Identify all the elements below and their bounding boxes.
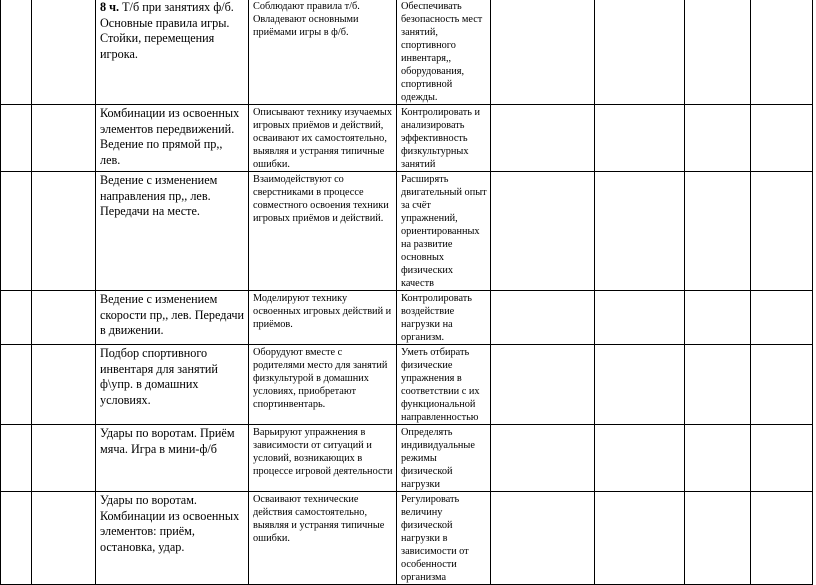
result-cell: Контролировать воздействие нагрузки на организм. — [397, 291, 491, 345]
topic-cell: Ведение с изменением направления пр,, лев. Передачи на месте. — [96, 172, 249, 291]
topic-cell: Комбинации из освоенных элементов передвижений. Ведение по прямой пр,, лев. — [96, 105, 249, 172]
empty-cell — [751, 345, 813, 425]
empty-cell — [491, 172, 595, 291]
result-cell: Уметь отбирать физические упражнения в соответствии с их функциональной направленностью — [397, 345, 491, 425]
result-cell: Обеспечивать безопасность мест занятий, спортивного инвентаря,, оборудования, спортивной одежды. — [397, 0, 491, 105]
topic-cell: Ведение с изменением скорости пр,, лев. Передачи в движении. — [96, 291, 249, 345]
number-cell — [1, 0, 32, 105]
number-cell — [1, 492, 32, 585]
date-cell — [32, 172, 96, 291]
empty-cell — [685, 0, 751, 105]
number-cell — [1, 291, 32, 345]
empty-cell — [685, 291, 751, 345]
table-row — [1, 492, 813, 585]
empty-cell — [491, 492, 595, 585]
empty-cell — [685, 425, 751, 492]
number-cell — [1, 425, 32, 492]
date-cell — [32, 345, 96, 425]
topic-cell — [96, 0, 249, 105]
activity-cell: Описывают технику изучаемых игровых приёмов и действий, осваивают их самостоятельно, выявляя и устраняя типичные ошибки. — [249, 105, 397, 172]
empty-cell — [751, 0, 813, 105]
date-cell — [32, 492, 96, 585]
topic-cell: Удары по воротам. Приём мяча. Игра в мини-ф/б — [96, 425, 249, 492]
topic-text: Т/б при занятиях ф/б. Основные правила игры. Стойки, перемещения игрока. — [100, 0, 234, 61]
result-cell: Расширять двигательный опыт за счёт упражнений, ориентированных на развитие основных физических качеств — [397, 172, 491, 291]
empty-cell — [595, 291, 685, 345]
empty-cell — [595, 425, 685, 492]
empty-cell — [595, 345, 685, 425]
hours-label: 8 ч. — [100, 0, 120, 14]
topic-cell: Подбор спортивного инвентаря для занятий ф\упр. в домашних условиях. — [96, 345, 249, 425]
empty-cell — [751, 492, 813, 585]
empty-cell — [751, 425, 813, 492]
empty-cell — [491, 345, 595, 425]
empty-cell — [685, 492, 751, 585]
date-cell — [32, 291, 96, 345]
table-row — [1, 425, 813, 492]
table-row — [1, 172, 813, 291]
empty-cell — [595, 0, 685, 105]
empty-cell — [595, 492, 685, 585]
activity-cell: Взаимодействуют со сверстниками в процессе совместного освоения техники игровых приёмов и действий. — [249, 172, 397, 291]
empty-cell — [595, 172, 685, 291]
activity-cell: Варьируют упражнения в зависимости от ситуаций и условий, возникающих в процессе игровой деятельности — [249, 425, 397, 492]
empty-cell — [751, 291, 813, 345]
empty-cell — [491, 291, 595, 345]
number-cell — [1, 345, 32, 425]
empty-cell — [595, 105, 685, 172]
table-row — [1, 105, 813, 172]
empty-cell — [491, 105, 595, 172]
empty-cell — [751, 172, 813, 291]
activity-cell: Соблюдают правила т/б. Овладевают основными приёмами игры в ф/б. — [249, 0, 397, 105]
table-row — [1, 0, 813, 105]
empty-cell — [685, 345, 751, 425]
result-cell: Определять индивидуальные режимы физической нагрузки — [397, 425, 491, 492]
activity-cell: Оборудуют вместе с родителями место для занятий физкультурой в домашних условиях, приобретают спортинвентарь. — [249, 345, 397, 425]
number-cell — [1, 172, 32, 291]
number-cell — [1, 105, 32, 172]
empty-cell — [751, 105, 813, 172]
result-cell: Контролировать и анализировать эффективность физкультурных занятий — [397, 105, 491, 172]
table-row — [1, 291, 813, 345]
empty-cell — [491, 0, 595, 105]
empty-cell — [685, 105, 751, 172]
topic-cell: Удары по воротам. Комбинации из освоенных элементов: приём, остановка, удар. — [96, 492, 249, 585]
table-row — [1, 345, 813, 425]
date-cell — [32, 105, 96, 172]
activity-cell: Моделируют технику освоенных игровых действий и приёмов. — [249, 291, 397, 345]
empty-cell — [491, 425, 595, 492]
empty-cell — [685, 172, 751, 291]
date-cell — [32, 425, 96, 492]
date-cell — [32, 0, 96, 105]
activity-cell: Осваивают технические действия самостоятельно, выявляя и устраняя типичные ошибки. — [249, 492, 397, 585]
result-cell: Регулировать величину физической нагрузки в зависимости от особенности организма — [397, 492, 491, 585]
